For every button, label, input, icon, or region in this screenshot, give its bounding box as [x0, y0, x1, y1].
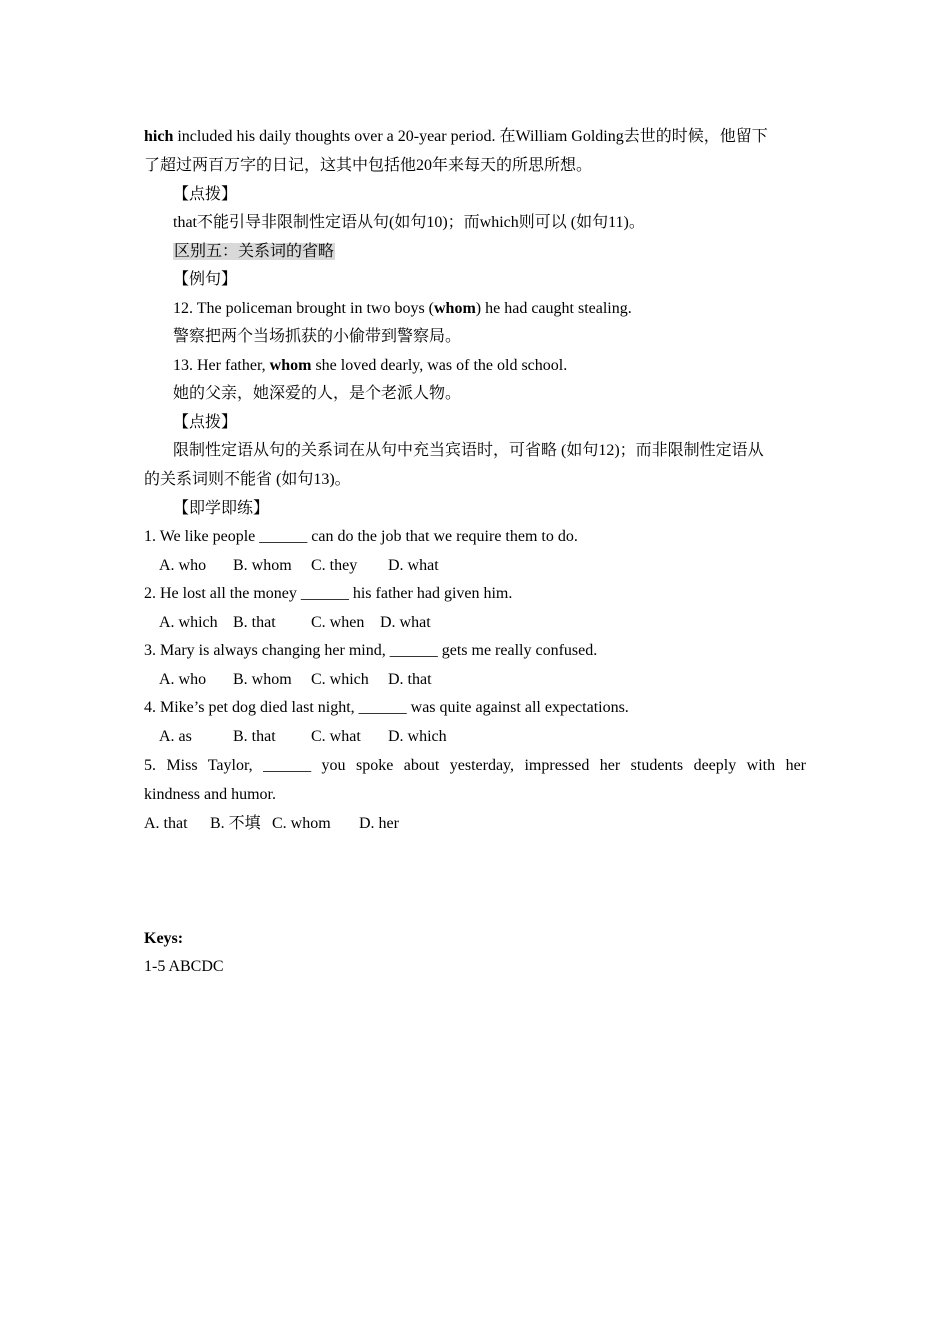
option: C. they — [311, 557, 358, 574]
intro-bold-fragment: hich — [144, 128, 174, 145]
option: D. what — [388, 557, 439, 574]
option: A. who — [159, 557, 207, 574]
example-12-post: ) he had caught stealing. — [475, 300, 632, 317]
practice-heading: 【即学即练】 — [173, 500, 270, 517]
example-13-pre: 13. Her father, — [173, 357, 270, 374]
intro-line-2: 了超过两百万字的日记，这其中包括他20年来每天的所思所想。 — [144, 157, 593, 174]
tip-text: that不能引导非限制性定语从句(如句10)；而which则可以 (如句11)。 — [173, 214, 645, 231]
question-5-options — [144, 814, 399, 834]
question-2-options — [159, 613, 431, 633]
keys-heading: Keys: — [144, 930, 184, 947]
question-4-options — [159, 727, 447, 747]
option: C. which — [311, 671, 369, 688]
example-12-keyword: whom — [434, 300, 476, 317]
tip-2-line-2: 的关系词则不能省 (如句13)。 — [144, 471, 351, 488]
option: D. what — [380, 614, 431, 631]
examples-heading: 【例句】 — [173, 271, 238, 288]
option: D. her — [359, 815, 399, 832]
option: D. which — [388, 728, 447, 745]
example-13-post: she loved dearly, was of the old school. — [311, 357, 568, 374]
section-heading — [173, 242, 335, 262]
question-5-line-1: 5. Miss Taylor, ______ you spoke about yesterday, impressed her students deeply with her — [144, 757, 806, 774]
tip-heading-2: 【点拨】 — [173, 414, 238, 431]
option: A. who — [159, 671, 207, 688]
option: A. that — [144, 815, 188, 832]
option: C. whom — [272, 815, 331, 832]
option: B. that — [233, 614, 276, 631]
example-12-translation: 警察把两个当场抓获的小偷带到警察局。 — [173, 328, 462, 345]
example-13-keyword: whom — [269, 357, 312, 374]
example-12-pre: 12. The policeman brought in two boys ( — [173, 300, 434, 317]
tip-heading: 【点拨】 — [173, 186, 238, 203]
option: B. whom — [233, 557, 292, 574]
question-2: 2. He lost all the money ______ his father had given him. — [144, 585, 513, 602]
intro-line-1 — [144, 127, 768, 147]
option: D. that — [388, 671, 432, 688]
question-1: 1. We like people ______ can do the job that we require them to do. — [144, 528, 578, 545]
tip-2-line-1: 限制性定语从句的关系词在从句中充当宾语时，可省略 (如句12)；而非限制性定语从 — [173, 442, 764, 459]
example-12 — [173, 299, 632, 319]
question-1-options — [159, 556, 439, 576]
option: B. that — [233, 728, 276, 745]
option: C. when — [311, 614, 365, 631]
question-4: 4. Mike’s pet dog died last night, ______ was quite against all expectations. — [144, 699, 629, 716]
question-3-options — [159, 670, 432, 690]
intro-text: included his daily thoughts over a 20-year period. 在William Golding去世的时候，他留下 — [173, 128, 768, 145]
option: B. whom — [233, 671, 292, 688]
question-5-line-2: kindness and humor. — [144, 786, 276, 803]
option: B. 不填 — [210, 815, 261, 832]
option: A. which — [159, 614, 218, 631]
section-heading-highlight: 区别五：关系词的省略 — [174, 243, 335, 260]
question-3: 3. Mary is always changing her mind, ______ gets me really confused. — [144, 642, 598, 659]
option: A. as — [159, 728, 192, 745]
keys-answers: 1-5 ABCDC — [144, 958, 224, 975]
option: C. what — [311, 728, 361, 745]
example-13 — [173, 356, 567, 376]
example-13-translation: 她的父亲，她深爱的人，是个老派人物。 — [173, 385, 462, 402]
